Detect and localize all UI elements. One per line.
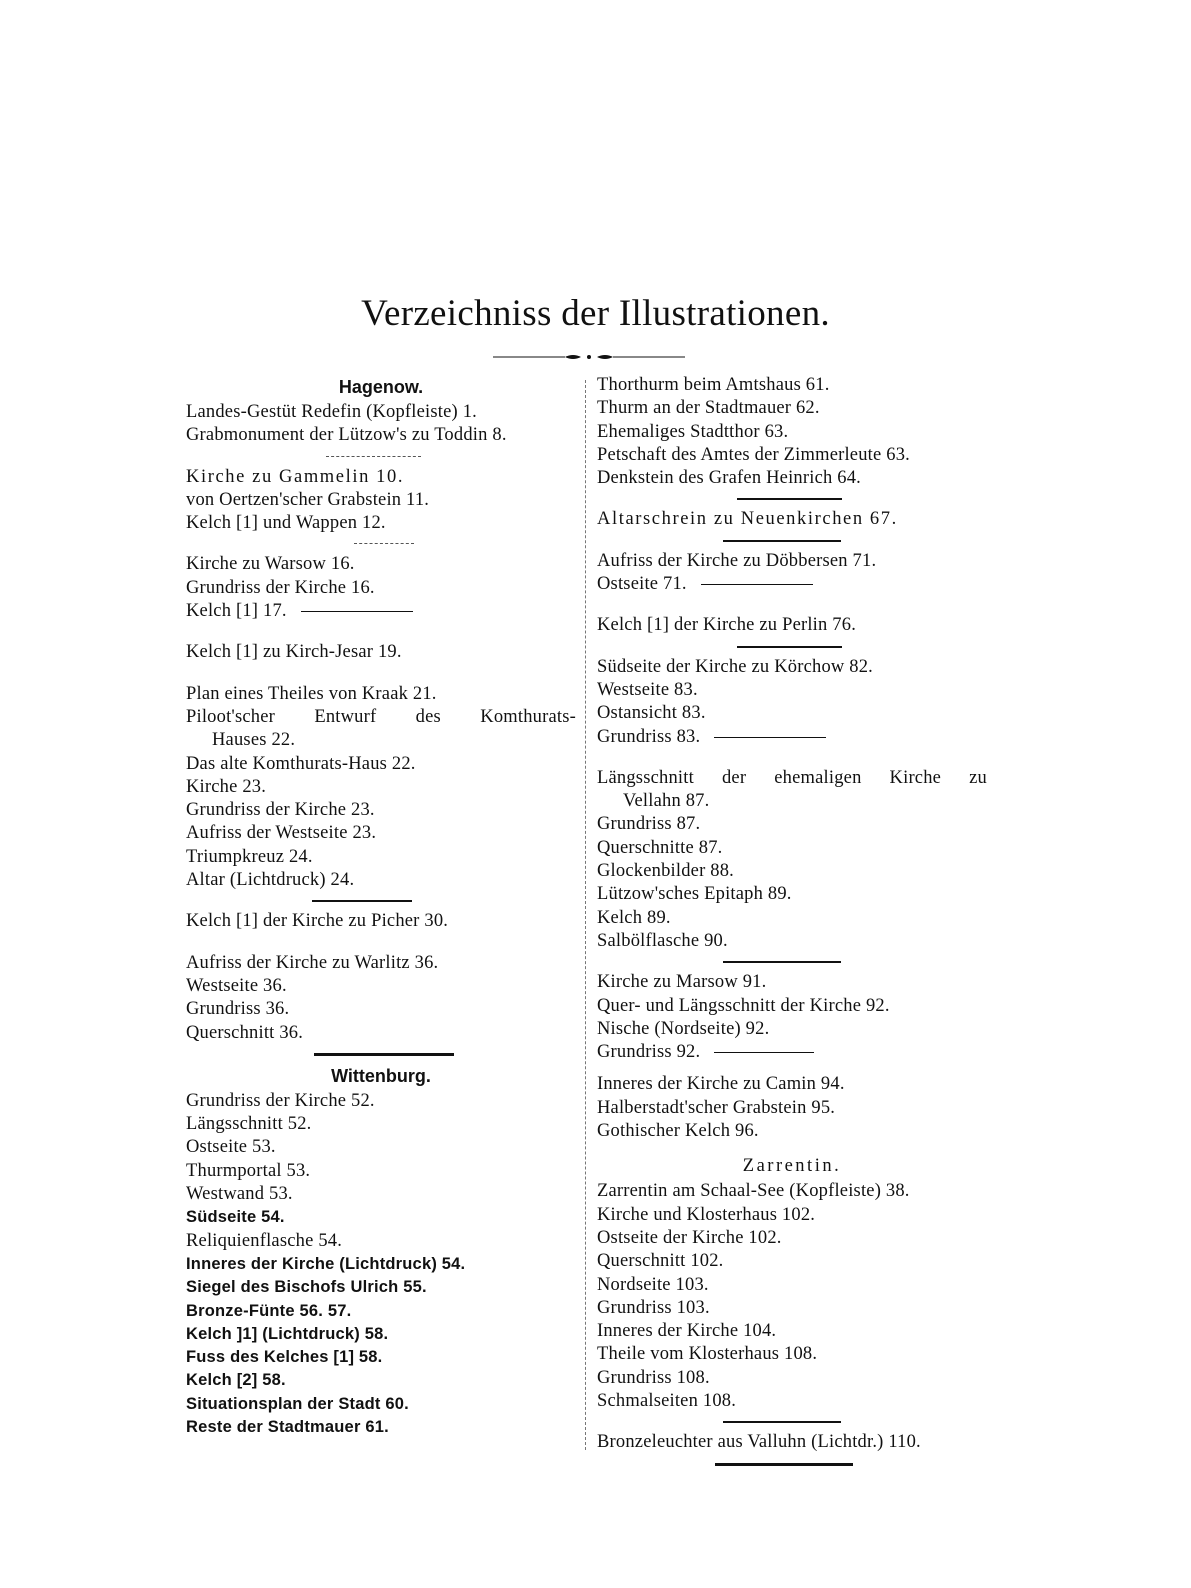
list-item: Grundriss der Kirche 52. <box>186 1090 375 1111</box>
list-item: Grundriss 36. <box>186 999 290 1020</box>
section-heading-zarrentin: Zarrentin. <box>742 1156 842 1177</box>
list-item: Thurmportal 53. <box>186 1160 311 1181</box>
list-item: Aufriss der Westseite 23. <box>186 823 377 844</box>
list-item: Ostseite der Kirche 102. <box>597 1227 782 1248</box>
word: Kirche <box>889 767 942 788</box>
section-heading-wittenburg: Wittenburg. <box>331 1065 431 1086</box>
list-item: Zarrentin am Schaal-See (Kopfleiste) 38. <box>597 1181 910 1202</box>
list-item: Gothischer Kelch 96. <box>597 1121 759 1142</box>
list-item <box>186 600 576 623</box>
list-item: Südseite 54. <box>186 1208 285 1227</box>
list-item: Kirche und Klosterhaus 102. <box>597 1204 816 1225</box>
list-item: Kelch [1] der Kirche zu Perlin 76. <box>597 615 857 636</box>
right-column <box>597 374 987 1473</box>
list-item-text: Grundriss 83. <box>597 726 701 747</box>
word: Entwurf <box>314 706 377 727</box>
list-item: von Oertzen'scher Grabstein 11. <box>186 489 430 510</box>
list-item: Salbölflasche 90. <box>597 930 728 951</box>
list-item: Nische (Nordseite) 92. <box>597 1018 770 1039</box>
separator <box>597 490 987 508</box>
list-item: Grundriss der Kirche 23. <box>186 800 375 821</box>
list-item: Denkstein des Grafen Heinrich 64. <box>597 468 861 489</box>
list-item: Altarschrein zu Neuenkirchen 67. <box>597 509 898 530</box>
separator <box>186 892 576 910</box>
list-item: Westwand 53. <box>186 1184 293 1205</box>
spacer <box>186 665 576 683</box>
list-item-text: Grundriss 92. <box>597 1042 701 1063</box>
list-item: Ostansicht 83. <box>597 703 706 724</box>
inline-rule <box>301 611 413 612</box>
list-item: Westseite 83. <box>597 679 698 700</box>
separator <box>597 532 987 550</box>
list-item: Querschnitt 102. <box>597 1251 724 1272</box>
spacer <box>597 596 987 614</box>
list-item: Grundriss der Kirche 16. <box>186 577 375 598</box>
list-item: Kirche zu Warsow 16. <box>186 554 355 575</box>
list-item: Kelch 89. <box>597 907 671 928</box>
list-item: Inneres der Kirche (Lichtdruck) 54. <box>186 1254 466 1273</box>
list-item: Vellahn 87. <box>623 791 710 812</box>
list-item: Kelch [1] der Kirche zu Picher 30. <box>186 911 449 932</box>
list-item: Nordseite 103. <box>597 1274 709 1295</box>
spacer <box>186 623 576 641</box>
list-item: Landes-Gestüt Redefin (Kopfleiste) 1. <box>186 402 477 422</box>
list-item: Schmalseiten 108. <box>597 1390 737 1411</box>
word: der <box>721 767 747 788</box>
list-item <box>186 706 576 729</box>
list-item <box>597 1041 987 1064</box>
list-item: Kirche zu Gammelin 10. <box>186 466 405 487</box>
list-item: Thurm an der Stadtmauer 62. <box>597 398 820 419</box>
list-item: Triumpkreuz 24. <box>186 846 313 867</box>
list-item: Querschnitte 87. <box>597 837 723 858</box>
list-item: Ostseite 53. <box>186 1137 276 1158</box>
list-item: Das alte Komthurats-Haus 22. <box>186 753 416 774</box>
list-item: Siegel des Bischofs Ulrich 55. <box>186 1278 427 1297</box>
spacer <box>186 934 576 952</box>
list-item: Westseite 36. <box>186 975 287 996</box>
section-heading-hagenow: Hagenow. <box>338 377 424 397</box>
list-item: Ehemaliges Stadtthor 63. <box>597 421 789 442</box>
list-item: Situationsplan der Stadt 60. <box>186 1394 409 1413</box>
list-item-text: Ostseite 71. <box>597 574 687 595</box>
list-item: Bronze-Fünte 56. 57. <box>186 1301 352 1320</box>
list-item: Aufriss der Kirche zu Döbbersen 71. <box>597 550 877 571</box>
section-rule <box>597 1455 987 1473</box>
separator <box>597 638 987 656</box>
page-title: Verzeichniss der Illustrationen. <box>361 293 830 334</box>
list-item: Aufriss der Kirche zu Warlitz 36. <box>186 952 439 973</box>
inline-rule <box>714 737 826 738</box>
list-item <box>597 573 987 596</box>
list-item: Querschnitt 36. <box>186 1022 304 1043</box>
list-item: Glockenbilder 88. <box>597 861 734 882</box>
list-item: Kirche 23. <box>186 776 267 797</box>
word: ehemaligen <box>774 767 862 788</box>
separator <box>186 535 576 553</box>
list-item: Hauses 22. <box>212 730 296 751</box>
list-item <box>597 726 987 749</box>
spacer <box>597 1064 987 1073</box>
left-column <box>186 374 576 1439</box>
list-item: Grundriss 103. <box>597 1297 710 1318</box>
spacer <box>597 749 987 767</box>
list-item: Inneres der Kirche 104. <box>597 1321 777 1342</box>
column-divider <box>585 380 586 1450</box>
list-item: Theile vom Klosterhaus 108. <box>597 1344 818 1365</box>
list-item: Längsschnitt 52. <box>186 1114 312 1135</box>
list-item: Grabmonument der Lützow's zu Toddin 8. <box>186 425 507 446</box>
inline-rule <box>701 584 813 585</box>
list-item: Plan eines Theiles von Kraak 21. <box>186 683 437 704</box>
list-item: Südseite der Kirche zu Körchow 82. <box>597 656 873 677</box>
list-item: Inneres der Kirche zu Camin 94. <box>597 1074 845 1095</box>
list-item: Lützow'sches Epitaph 89. <box>597 884 792 905</box>
word: Piloot'scher <box>186 706 275 727</box>
list-item: Fuss des Kelches [1] 58. <box>186 1348 383 1367</box>
list-item: Quer- und Längsschnitt der Kirche 92. <box>597 995 890 1016</box>
list-item: Grundriss 87. <box>597 814 701 835</box>
list-item: Reliquienflasche 54. <box>186 1230 343 1251</box>
list-item: Petschaft des Amtes der Zimmerleute 63. <box>597 444 910 465</box>
list-item: Altar (Lichtdruck) 24. <box>186 870 355 891</box>
separator <box>597 953 987 971</box>
section-rule <box>186 1045 576 1063</box>
separator <box>597 1413 987 1431</box>
list-item-text: Kelch [1] 17. <box>186 601 287 622</box>
list-item: Kirche zu Marsow 91. <box>597 972 767 993</box>
word: Komthurats- <box>480 706 576 727</box>
list-item: Bronzeleuchter aus Valluhn (Lichtdr.) 110. <box>597 1432 921 1453</box>
word: zu <box>969 767 987 788</box>
word: Längsschnitt <box>597 767 694 788</box>
list-item: Kelch [1] und Wappen 12. <box>186 513 386 534</box>
list-item <box>597 767 987 790</box>
list-item: Reste der Stadtmauer 61. <box>186 1417 389 1436</box>
list-item: Grundriss 108. <box>597 1367 710 1388</box>
inline-rule <box>714 1052 814 1053</box>
list-item: Kelch [1] zu Kirch-Jesar 19. <box>186 642 402 663</box>
list-item: Kelch [2] 58. <box>186 1371 286 1390</box>
list-item: Thorthurm beim Amtshaus 61. <box>597 375 830 395</box>
separator <box>186 448 576 466</box>
word: des <box>415 706 441 727</box>
list-item: Halberstadt'scher Grabstein 95. <box>597 1097 836 1118</box>
title-ornament <box>493 353 685 361</box>
spacer <box>597 1143 987 1153</box>
list-item: Kelch ]1] (Lichtdruck) 58. <box>186 1324 389 1343</box>
